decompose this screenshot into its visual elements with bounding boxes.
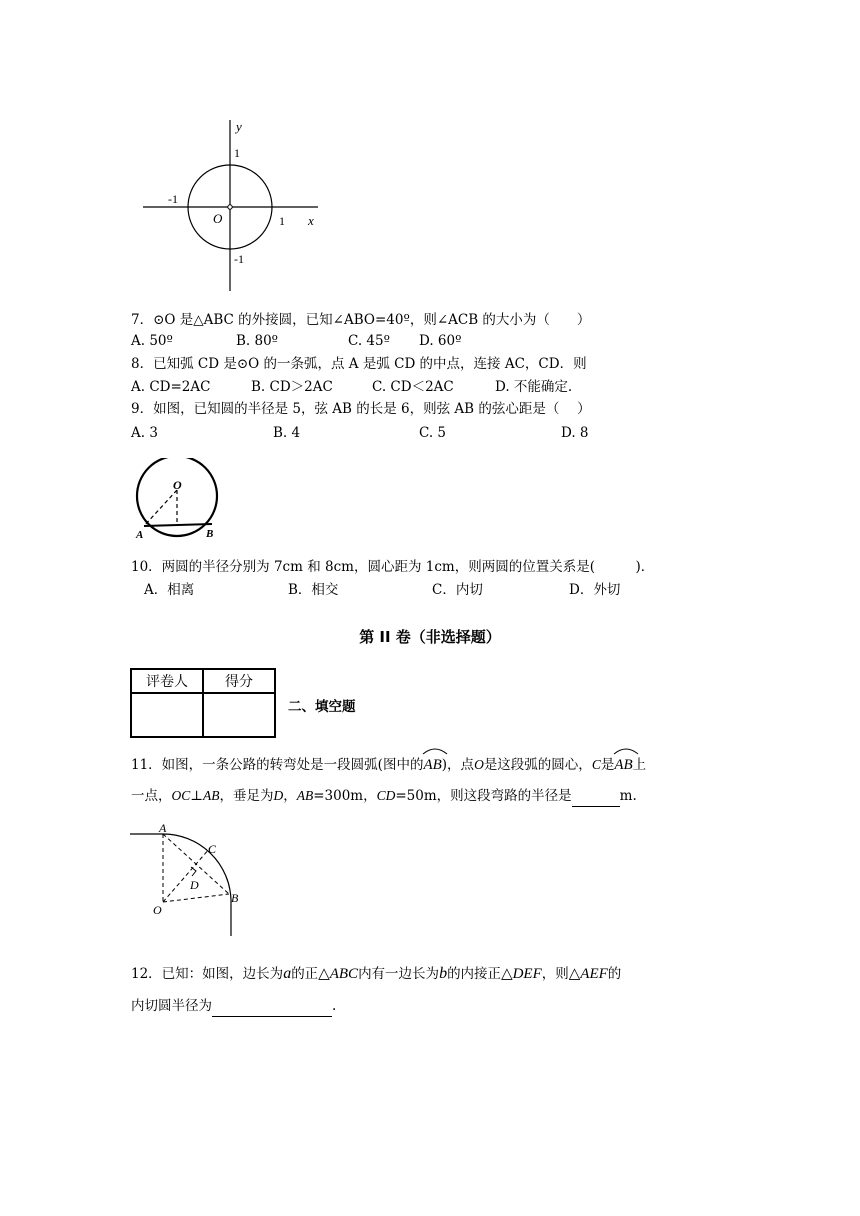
score-table-cell-grader — [131, 693, 203, 737]
question-7-stem: 7．⊙O 是△ABC 的外接圆，已知∠ABO=40º，则∠ACB 的大小为（ ） — [131, 312, 591, 328]
q9-option-b: B. 4 — [273, 425, 301, 441]
tick-label-y-neg: -1 — [234, 252, 244, 266]
tick-label-x-pos: 1 — [279, 214, 285, 228]
q8-option-d: D. 不能确定. — [495, 379, 573, 395]
q11-text-5: 上 — [632, 757, 647, 773]
origin-label: O — [213, 211, 223, 226]
arc-ab-1: AB — [423, 750, 441, 776]
q10-option-c: C．内切 — [432, 582, 483, 598]
q10-option-d: D．外切 — [569, 582, 621, 598]
question-10-stem: 10．两圆的半径分别为 7cm 和 8cm，圆心距为 1cm，则两圆的位置关系是( )． — [131, 559, 655, 575]
q11-c: C — [591, 757, 601, 772]
road-point-b: B — [231, 891, 239, 905]
point-b-label: B — [206, 528, 214, 540]
section-title: 第 II 卷（非选择题） — [359, 628, 501, 646]
q7-option-a: A. 50º — [131, 333, 173, 349]
unit-circle-figure — [138, 115, 338, 295]
road-point-a: A — [159, 822, 167, 835]
q8-option-b: B. CD＞2AC — [251, 379, 333, 395]
q10-option-a: A．相离 — [144, 582, 195, 598]
score-table — [130, 668, 276, 738]
x-axis-label: x — [308, 213, 314, 228]
q11-answer-blank — [572, 784, 620, 807]
center-label: O — [173, 478, 182, 492]
q11-o: O — [474, 757, 484, 772]
score-table-header-score: 得分 — [203, 669, 275, 693]
question-12-line-2: 内切圆半径为 . — [131, 994, 336, 1017]
question-11-line-1 — [131, 750, 646, 776]
tick-label-x-neg: -1 — [168, 192, 178, 206]
question-11-line-2: 一点，OC⊥AB，垂足为D，AB=300m，CD=50m，则这段弯路的半径是 m. — [131, 784, 637, 807]
point-a-label: A — [136, 529, 144, 541]
score-table-header-grader: 评卷人 — [131, 669, 203, 693]
q11-text-1: 11．如图，一条公路的转弯处是一段圆弧(图中的 — [131, 757, 424, 773]
y-axis-label: y — [236, 119, 242, 134]
question-8-stem: 8．已知弧 CD 是⊙O 的一条弧，点 A 是弧 CD 的中点，连接 AC，CD．则 — [131, 356, 587, 372]
road-arc-figure — [128, 822, 258, 940]
q12-answer-blank — [212, 994, 332, 1017]
q9-option-d: D. 8 — [561, 425, 589, 441]
q9-option-c: C. 5 — [419, 425, 447, 441]
arc-ab-2: AB — [614, 750, 632, 776]
q11-text-2: )，点 — [441, 757, 475, 773]
q11-text-4: 是 — [600, 757, 615, 773]
q7-option-b: B. 80º — [236, 333, 279, 349]
q10-option-b: B．相交 — [288, 582, 339, 598]
q7-option-d: D. 60º — [419, 333, 462, 349]
road-point-d: D — [190, 878, 199, 892]
chord-circle-figure — [128, 458, 228, 548]
tick-label-y-pos: 1 — [234, 146, 240, 160]
q11-text-3: 是这段弧的圆心， — [483, 757, 592, 773]
question-12-line-1: 12．已知：如图，边长为a的正△ABC内有一边长为b的内接正△DEF，则△AEF的 — [131, 965, 622, 982]
road-point-o: O — [153, 903, 162, 917]
q8-option-c: C. CD＜2AC — [372, 379, 454, 395]
fill-in-section-title: 二、填空题 — [288, 699, 356, 715]
q7-option-c: C. 45º — [348, 333, 390, 349]
score-table-cell-score — [203, 693, 275, 737]
question-9-stem: 9．如图，已知圆的半径是 5，弦 AB 的长是 6，则弦 AB 的弦心距是（ ） — [131, 401, 591, 417]
q8-option-a: A. CD=2AC — [131, 379, 211, 395]
q9-option-a: A. 3 — [131, 425, 158, 441]
road-point-c: C — [208, 842, 217, 856]
